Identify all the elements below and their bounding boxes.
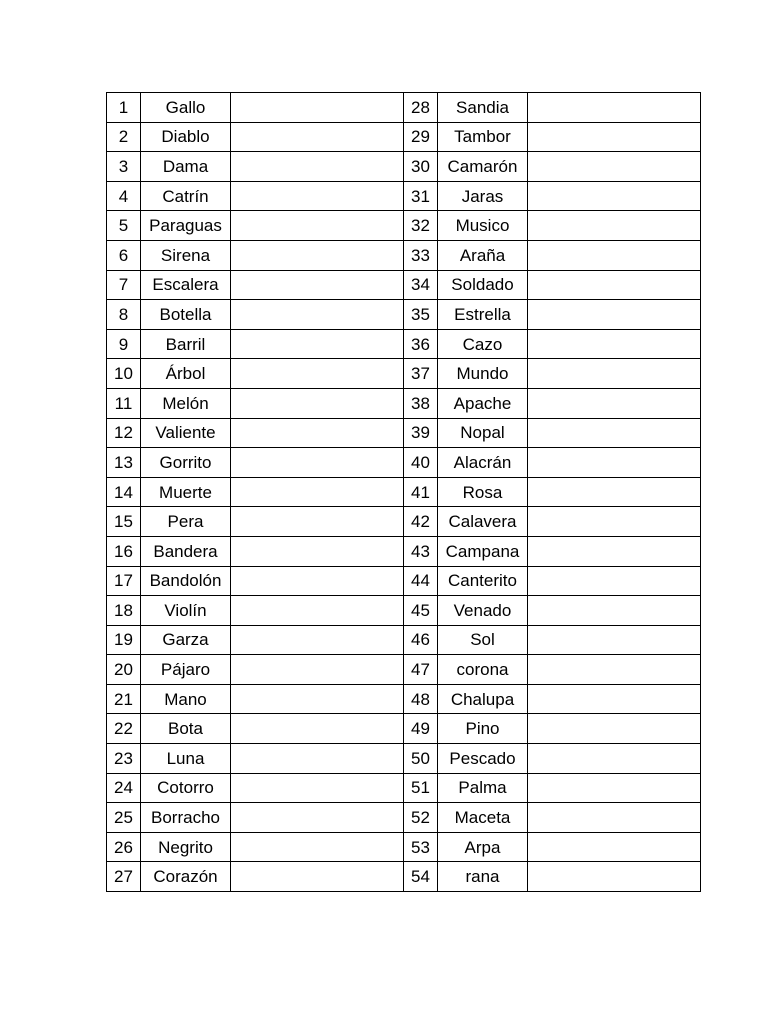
- left-blank-cell: [231, 625, 404, 655]
- left-blank-cell: [231, 211, 404, 241]
- right-blank-cell: [528, 684, 701, 714]
- table-row: [107, 181, 701, 211]
- left-number-cell: 21: [107, 684, 141, 714]
- left-number-cell: 9: [107, 329, 141, 359]
- table-row: [107, 240, 701, 270]
- left-blank-cell: [231, 507, 404, 537]
- right-blank-cell: [528, 862, 701, 892]
- left-name-cell: Garza: [141, 625, 231, 655]
- left-name-cell: Sirena: [141, 240, 231, 270]
- left-blank-cell: [231, 566, 404, 596]
- right-name-cell: Sandia: [438, 93, 528, 123]
- left-number-cell: 4: [107, 181, 141, 211]
- right-name-cell: Maceta: [438, 803, 528, 833]
- right-number-cell: 53: [404, 832, 438, 862]
- right-number-cell: 35: [404, 300, 438, 330]
- right-name-cell: Mundo: [438, 359, 528, 389]
- left-number-cell: 5: [107, 211, 141, 241]
- right-name-cell: corona: [438, 655, 528, 685]
- left-number-cell: 6: [107, 240, 141, 270]
- right-number-cell: 30: [404, 152, 438, 182]
- right-blank-cell: [528, 448, 701, 478]
- right-blank-cell: [528, 93, 701, 123]
- right-blank-cell: [528, 507, 701, 537]
- right-name-cell: Calavera: [438, 507, 528, 537]
- left-number-cell: 24: [107, 773, 141, 803]
- right-name-cell: Pino: [438, 714, 528, 744]
- left-name-cell: Pera: [141, 507, 231, 537]
- table-row: [107, 744, 701, 774]
- left-number-cell: 16: [107, 536, 141, 566]
- table-row: [107, 211, 701, 241]
- left-number-cell: 27: [107, 862, 141, 892]
- right-number-cell: 31: [404, 181, 438, 211]
- right-name-cell: Araña: [438, 240, 528, 270]
- left-number-cell: 1: [107, 93, 141, 123]
- left-blank-cell: [231, 93, 404, 123]
- table-row: [107, 566, 701, 596]
- right-number-cell: 41: [404, 477, 438, 507]
- left-number-cell: 8: [107, 300, 141, 330]
- table-row: [107, 270, 701, 300]
- right-name-cell: Palma: [438, 773, 528, 803]
- right-number-cell: 52: [404, 803, 438, 833]
- right-blank-cell: [528, 803, 701, 833]
- left-blank-cell: [231, 448, 404, 478]
- left-number-cell: 7: [107, 270, 141, 300]
- right-blank-cell: [528, 329, 701, 359]
- left-number-cell: 25: [107, 803, 141, 833]
- left-blank-cell: [231, 152, 404, 182]
- left-blank-cell: [231, 744, 404, 774]
- right-number-cell: 46: [404, 625, 438, 655]
- right-number-cell: 40: [404, 448, 438, 478]
- left-blank-cell: [231, 300, 404, 330]
- right-name-cell: Rosa: [438, 477, 528, 507]
- right-number-cell: 28: [404, 93, 438, 123]
- table-row: [107, 862, 701, 892]
- right-number-cell: 34: [404, 270, 438, 300]
- right-blank-cell: [528, 744, 701, 774]
- left-name-cell: Gorrito: [141, 448, 231, 478]
- right-name-cell: Chalupa: [438, 684, 528, 714]
- left-name-cell: Bandera: [141, 536, 231, 566]
- right-name-cell: Camarón: [438, 152, 528, 182]
- left-blank-cell: [231, 477, 404, 507]
- right-blank-cell: [528, 122, 701, 152]
- table-row: [107, 122, 701, 152]
- left-number-cell: 22: [107, 714, 141, 744]
- left-name-cell: Borracho: [141, 803, 231, 833]
- right-name-cell: Arpa: [438, 832, 528, 862]
- left-blank-cell: [231, 773, 404, 803]
- left-number-cell: 20: [107, 655, 141, 685]
- left-blank-cell: [231, 536, 404, 566]
- left-number-cell: 26: [107, 832, 141, 862]
- left-blank-cell: [231, 803, 404, 833]
- left-name-cell: Bota: [141, 714, 231, 744]
- left-number-cell: 13: [107, 448, 141, 478]
- left-blank-cell: [231, 181, 404, 211]
- right-number-cell: 29: [404, 122, 438, 152]
- right-number-cell: 36: [404, 329, 438, 359]
- left-blank-cell: [231, 684, 404, 714]
- left-name-cell: Botella: [141, 300, 231, 330]
- right-name-cell: Canterito: [438, 566, 528, 596]
- right-name-cell: Nopal: [438, 418, 528, 448]
- right-name-cell: Venado: [438, 596, 528, 626]
- right-name-cell: Campana: [438, 536, 528, 566]
- right-number-cell: 37: [404, 359, 438, 389]
- left-blank-cell: [231, 655, 404, 685]
- left-name-cell: Valiente: [141, 418, 231, 448]
- left-number-cell: 11: [107, 388, 141, 418]
- right-name-cell: rana: [438, 862, 528, 892]
- right-blank-cell: [528, 596, 701, 626]
- right-blank-cell: [528, 211, 701, 241]
- right-blank-cell: [528, 832, 701, 862]
- left-number-cell: 14: [107, 477, 141, 507]
- table-row: [107, 300, 701, 330]
- right-name-cell: Alacrán: [438, 448, 528, 478]
- left-name-cell: Árbol: [141, 359, 231, 389]
- table-body: [107, 93, 701, 892]
- table-row: [107, 477, 701, 507]
- left-name-cell: Gallo: [141, 93, 231, 123]
- right-blank-cell: [528, 388, 701, 418]
- right-blank-cell: [528, 152, 701, 182]
- right-name-cell: Pescado: [438, 744, 528, 774]
- table-row: [107, 773, 701, 803]
- right-blank-cell: [528, 655, 701, 685]
- right-number-cell: 38: [404, 388, 438, 418]
- left-name-cell: Pájaro: [141, 655, 231, 685]
- left-name-cell: Corazón: [141, 862, 231, 892]
- left-name-cell: Luna: [141, 744, 231, 774]
- left-number-cell: 17: [107, 566, 141, 596]
- right-blank-cell: [528, 240, 701, 270]
- left-blank-cell: [231, 329, 404, 359]
- left-number-cell: 15: [107, 507, 141, 537]
- left-blank-cell: [231, 359, 404, 389]
- right-name-cell: Cazo: [438, 329, 528, 359]
- right-blank-cell: [528, 773, 701, 803]
- right-blank-cell: [528, 566, 701, 596]
- right-blank-cell: [528, 300, 701, 330]
- right-name-cell: Jaras: [438, 181, 528, 211]
- right-blank-cell: [528, 625, 701, 655]
- table-row: [107, 418, 701, 448]
- left-number-cell: 23: [107, 744, 141, 774]
- right-number-cell: 44: [404, 566, 438, 596]
- right-name-cell: Estrella: [438, 300, 528, 330]
- table-row: [107, 388, 701, 418]
- left-number-cell: 3: [107, 152, 141, 182]
- left-name-cell: Mano: [141, 684, 231, 714]
- table-row: [107, 536, 701, 566]
- left-number-cell: 2: [107, 122, 141, 152]
- right-number-cell: 47: [404, 655, 438, 685]
- right-blank-cell: [528, 536, 701, 566]
- table-row: [107, 714, 701, 744]
- table-row: [107, 359, 701, 389]
- table-row: [107, 507, 701, 537]
- table-row: [107, 152, 701, 182]
- right-blank-cell: [528, 477, 701, 507]
- left-name-cell: Bandolón: [141, 566, 231, 596]
- right-name-cell: Tambor: [438, 122, 528, 152]
- right-number-cell: 51: [404, 773, 438, 803]
- left-blank-cell: [231, 240, 404, 270]
- right-name-cell: Apache: [438, 388, 528, 418]
- left-name-cell: Dama: [141, 152, 231, 182]
- loteria-card-table: [106, 92, 701, 892]
- table-row: [107, 684, 701, 714]
- table-row: [107, 448, 701, 478]
- table-row: [107, 93, 701, 123]
- right-name-cell: Soldado: [438, 270, 528, 300]
- left-number-cell: 12: [107, 418, 141, 448]
- right-number-cell: 32: [404, 211, 438, 241]
- left-name-cell: Barril: [141, 329, 231, 359]
- left-blank-cell: [231, 418, 404, 448]
- table-row: [107, 596, 701, 626]
- right-number-cell: 43: [404, 536, 438, 566]
- table-row: [107, 329, 701, 359]
- table-row: [107, 832, 701, 862]
- left-name-cell: Cotorro: [141, 773, 231, 803]
- left-number-cell: 10: [107, 359, 141, 389]
- left-number-cell: 18: [107, 596, 141, 626]
- right-number-cell: 54: [404, 862, 438, 892]
- table-row: [107, 655, 701, 685]
- right-number-cell: 42: [404, 507, 438, 537]
- right-number-cell: 48: [404, 684, 438, 714]
- table-row: [107, 625, 701, 655]
- right-blank-cell: [528, 270, 701, 300]
- left-blank-cell: [231, 388, 404, 418]
- left-blank-cell: [231, 832, 404, 862]
- right-blank-cell: [528, 359, 701, 389]
- left-blank-cell: [231, 122, 404, 152]
- left-name-cell: Escalera: [141, 270, 231, 300]
- right-number-cell: 45: [404, 596, 438, 626]
- left-blank-cell: [231, 596, 404, 626]
- right-blank-cell: [528, 181, 701, 211]
- table-row: [107, 803, 701, 833]
- right-number-cell: 33: [404, 240, 438, 270]
- left-name-cell: Catrín: [141, 181, 231, 211]
- left-blank-cell: [231, 714, 404, 744]
- right-name-cell: Sol: [438, 625, 528, 655]
- right-blank-cell: [528, 714, 701, 744]
- left-name-cell: Violín: [141, 596, 231, 626]
- left-blank-cell: [231, 270, 404, 300]
- right-blank-cell: [528, 418, 701, 448]
- right-name-cell: Musico: [438, 211, 528, 241]
- left-blank-cell: [231, 862, 404, 892]
- right-number-cell: 49: [404, 714, 438, 744]
- left-name-cell: Paraguas: [141, 211, 231, 241]
- right-number-cell: 39: [404, 418, 438, 448]
- right-number-cell: 50: [404, 744, 438, 774]
- left-name-cell: Muerte: [141, 477, 231, 507]
- left-name-cell: Diablo: [141, 122, 231, 152]
- left-name-cell: Negrito: [141, 832, 231, 862]
- left-number-cell: 19: [107, 625, 141, 655]
- left-name-cell: Melón: [141, 388, 231, 418]
